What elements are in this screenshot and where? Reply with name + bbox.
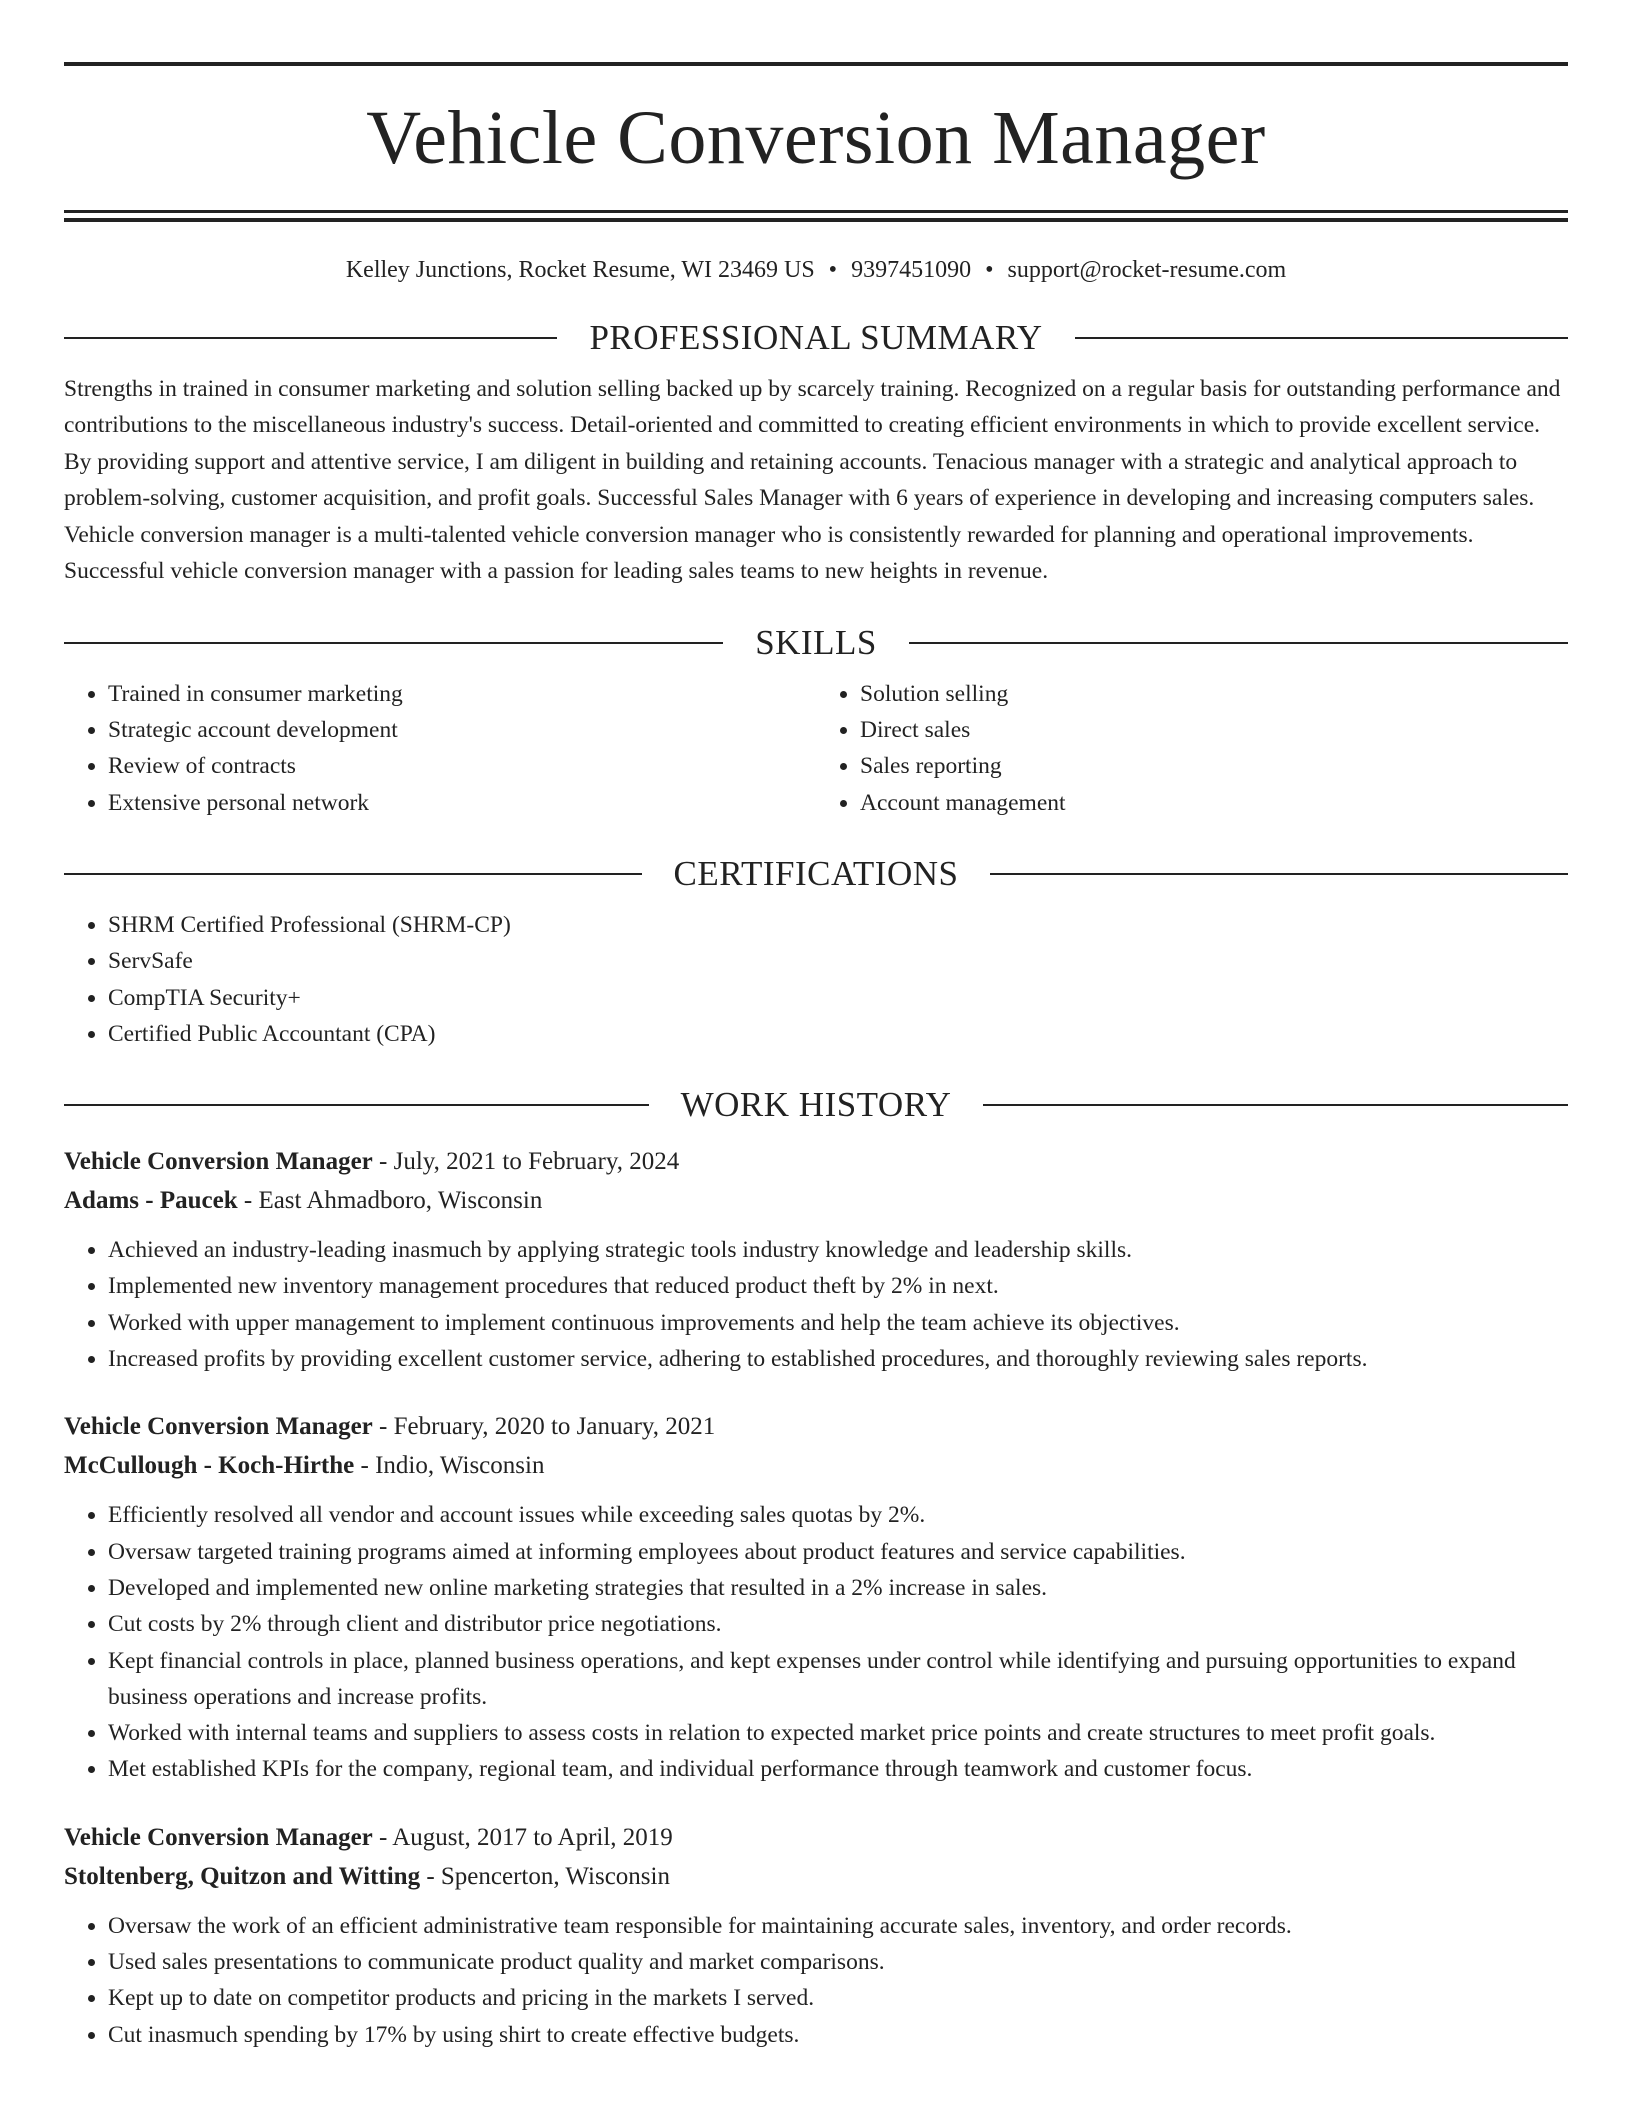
skill-item: • Strategic account development [108,712,816,748]
section-rule-right [990,873,1568,875]
skill-item: • Extensive personal network [108,785,816,821]
summary-text: Strengths in trained in consumer marketing and solution selling backed up by scarcely training. Recognized on a regular basis for outstanding performance and contributions to the miscellaneous industry's success. Detail-oriented and committed to creating efficient environments in which to provide excellent service. By providing support and attentive service, I am diligent in building and retaining accounts. Tenacious manager with a strategic and analytical approach to problem-solving, customer acquisition, and profit goals. Successful Sales Manager with 6 years of experience in developing and increasing computers sales. Vehicle conversion manager is a multi-talented vehicle conversion manager who is consistently rewarded for planning and operational improvements. Successful vehicle conversion manager with a passion for leading sales teams to new heights in revenue. [64,375,1561,585]
job-location: East Ahmadboro, Wisconsin [258,1187,543,1215]
certification-item: • CompTIA Security+ [108,980,1568,1016]
job-bullet: • Efficiently resolved all vendor and account issues while exceeding sales quotas by 2%. [108,1497,1568,1533]
job-company: Stoltenberg, Quitzon and Witting [64,1862,421,1890]
job-bullet: • Used sales presentations to communicate product quality and market comparisons. [108,1944,1568,1980]
job-location: Indio, Wisconsin [375,1452,545,1480]
skill-item: • Account management [860,785,1568,821]
skill-item: • Direct sales [860,712,1568,748]
job-title-line: Vehicle Conversion Manager - August, 2017 to April, 2019 [64,1823,673,1851]
contact-line [64,256,1568,285]
job-bullet: • Oversaw targeted training programs aimed at informing employees about product features and service capabilities. [108,1534,1568,1570]
section-header-summary [64,317,1568,359]
section-rule-left [64,337,557,339]
skills-columns [64,676,1568,821]
job-entry [64,1142,1568,1377]
job-title: Vehicle Conversion Manager [64,1148,373,1176]
skill-item: • Sales reporting [860,748,1568,784]
section-title-skills: SKILLS [755,622,877,662]
job-bullet: • Kept up to date on competitor products and pricing in the markets I served. [108,1980,1568,2016]
contact-email: support@rocket-resume.com [1007,257,1287,283]
job-entry [64,1818,1568,2053]
section-title-certifications: CERTIFICATIONS [673,853,959,893]
job-title-line: Vehicle Conversion Manager - February, 2020 to January, 2021 [64,1413,716,1441]
section-rule-left [64,1104,649,1106]
certifications-list [64,907,1568,1052]
job-title: Vehicle Conversion Manager [64,1823,373,1851]
section-title-summary: PROFESSIONAL SUMMARY [589,317,1043,357]
job-dates: August, 2017 to April, 2019 [392,1823,673,1851]
job-bullets [64,1232,1568,1377]
job-bullet: • Achieved an industry-leading inasmuch by applying strategic tools industry knowledge and leadership skills. [108,1232,1568,1268]
certification-item: • Certified Public Accountant (CPA) [108,1016,1568,1052]
top-rule [64,62,1568,66]
job-bullet: • Worked with internal teams and suppliers to assess costs in relation to expected market price points and create structures to meet profit goals. [108,1715,1568,1751]
section-title-work-history: WORK HISTORY [680,1085,952,1125]
skill-item: • Trained in consumer marketing [108,676,816,712]
job-bullet: • Cut inasmuch spending by 17% by using shirt to create effective budgets. [108,2017,1568,2053]
job-company-line: Adams - Paucek - East Ahmadboro, Wisconsin [64,1187,543,1215]
job-dates: February, 2020 to January, 2021 [393,1413,716,1441]
job-bullet: • Cut costs by 2% through client and distributor price negotiations. [108,1606,1568,1642]
section-rule-right [1075,337,1568,339]
job-bullets [64,1908,1568,2053]
contact-address: Kelley Junctions, Rocket Resume, WI 23469 US [345,257,815,283]
section-rule-right [909,642,1568,644]
skills-list-right [816,676,1568,821]
certification-item: • ServSafe [108,943,1568,979]
job-title-line: Vehicle Conversion Manager - July, 2021 to February, 2024 [64,1148,680,1176]
job-bullet: • Increased profits by providing excellent customer service, adhering to established procedures, and thoroughly reviewing sales reports. [108,1341,1568,1377]
job-bullet: • Implemented new inventory management procedures that reduced product theft by 2% in next. [108,1268,1568,1304]
job-bullet: • Met established KPIs for the company, regional team, and individual performance through teamwork and customer focus. [108,1751,1568,1787]
job-bullets [64,1497,1568,1787]
job-dates: July, 2021 to February, 2024 [393,1148,680,1176]
skill-item: • Review of contracts [108,748,816,784]
job-bullet: • Kept financial controls in place, planned business operations, and kept expenses under control while identifying and pursuing opportunities to expand business operations and increase profits. [108,1643,1568,1716]
section-header-skills [64,622,1568,664]
resume-name: Vehicle Conversion Manager [366,96,1266,180]
section-header-certifications [64,853,1568,895]
skill-item: • Solution selling [860,676,1568,712]
job-location: Spencerton, Wisconsin [440,1862,670,1890]
job-company: McCullough - Koch-Hirthe [64,1452,355,1480]
double-rule [64,210,1568,222]
certification-item: • SHRM Certified Professional (SHRM-CP) [108,907,1568,943]
job-bullet: • Developed and implemented new online marketing strategies that resulted in a 2% increase in sales. [108,1570,1568,1606]
section-rule-right [983,1104,1568,1106]
job-company: Adams - Paucek [64,1187,238,1215]
section-rule-left [64,873,642,875]
job-company-line: McCullough - Koch-Hirthe - Indio, Wisconsin [64,1452,545,1480]
job-company-line: Stoltenberg, Quitzon and Witting - Spencerton, Wisconsin [64,1862,670,1890]
contact-separator: • [828,257,838,283]
contact-separator: • [985,257,994,283]
job-bullet: • Worked with upper management to implement continuous improvements and help the team achieve its objectives. [108,1305,1568,1341]
job-title: Vehicle Conversion Manager [64,1413,373,1441]
contact-phone: 9397451090 [851,257,972,283]
section-header-work-history [64,1084,1568,1126]
section-rule-left [64,642,723,644]
job-bullet: • Oversaw the work of an efficient administrative team responsible for maintaining accurate sales, inventory, and order records. [108,1908,1568,1944]
skills-list-left [64,676,816,821]
job-entry [64,1407,1568,1787]
